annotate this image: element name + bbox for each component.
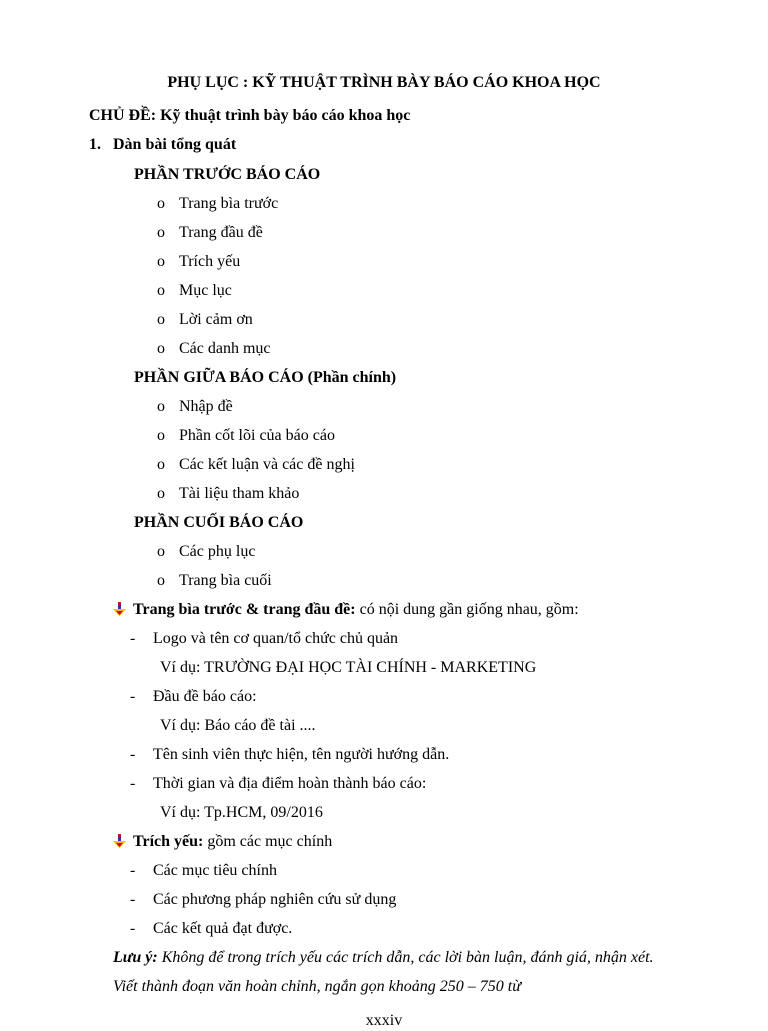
abstract-text: gồm các mục chính <box>207 833 333 850</box>
list-bullet: o <box>157 572 165 589</box>
note-label: Lưu ý: <box>113 949 158 966</box>
list-bullet: o <box>157 427 165 444</box>
note-line-2: Viết thành đoạn văn hoàn chỉnh, ngắn gọn khoảng 250 – 750 từ <box>113 978 521 995</box>
arrow-down-icon <box>113 834 126 848</box>
cover-label: Trang bìa trước & trang đầu đề: <box>133 601 356 618</box>
list-item: Các kết quả đạt được. <box>153 920 293 937</box>
list-item: Đầu đề báo cáo: <box>153 688 257 705</box>
topic-text: Kỹ thuật trình bày báo cáo khoa học <box>160 107 411 124</box>
dash-bullet: - <box>130 862 136 879</box>
example-text: Ví dụ: Tp.HCM, 09/2016 <box>160 804 323 821</box>
list-item: Tên sinh viên thực hiện, tên người hướng dẫn. <box>153 746 450 763</box>
list-item: Trang đầu đề <box>179 224 263 241</box>
list-item: Phần cốt lõi của báo cáo <box>179 427 335 444</box>
section-heading-back: PHẦN CUỐI BÁO CÁO <box>134 514 304 531</box>
list-bullet: o <box>157 224 165 241</box>
dash-bullet: - <box>130 920 136 937</box>
arrow-down-icon <box>113 602 126 616</box>
list-item: Các phương pháp nghiên cứu sử dụng <box>153 891 397 908</box>
list-item: Trang bìa cuối <box>179 572 272 589</box>
note-line-1 <box>113 948 654 968</box>
list-bullet: o <box>157 340 165 357</box>
list-bullet: o <box>157 253 165 270</box>
dash-bullet: - <box>130 746 136 763</box>
note-text-1: Không để trong trích yếu các trích dẫn, các lời bàn luận, đánh giá, nhận xét. <box>161 949 654 966</box>
list-item: Nhập đề <box>179 398 233 415</box>
cover-text: có nội dung gần giống nhau, gồm: <box>359 601 579 618</box>
example-text: Ví dụ: Báo cáo đề tài .... <box>160 717 316 734</box>
abstract-label: Trích yếu: <box>133 833 204 850</box>
list-item: Lời cảm ơn <box>179 311 253 328</box>
example-text: Ví dụ: TRƯỜNG ĐẠI HỌC TÀI CHÍNH - MARKETING <box>160 659 537 676</box>
dash-bullet: - <box>130 775 136 792</box>
cover-heading-line <box>113 600 579 620</box>
dash-bullet: - <box>130 688 136 705</box>
page-number: xxxiv <box>365 1012 403 1029</box>
list-bullet: o <box>157 311 165 328</box>
list-item: Mục lục <box>179 282 232 299</box>
list-item: Các phụ lục <box>179 543 256 560</box>
list-item: Các kết luận và các đề nghị <box>179 456 355 473</box>
section-heading-front: PHẦN TRƯỚC BÁO CÁO <box>134 166 321 183</box>
list-bullet: o <box>157 398 165 415</box>
list-bullet: o <box>157 195 165 212</box>
list-item: Các danh mục <box>179 340 271 357</box>
list-item: Thời gian và địa điểm hoàn thành báo cáo: <box>153 775 427 792</box>
topic-line <box>89 106 410 126</box>
section-heading-main: PHẦN GIỮA BÁO CÁO (Phần chính) <box>134 369 397 386</box>
list-item: Trích yếu <box>179 253 241 270</box>
list-bullet: o <box>157 543 165 560</box>
topic-label: CHỦ ĐỀ: <box>89 107 157 124</box>
dash-bullet: - <box>130 891 136 908</box>
dash-bullet: - <box>130 630 136 647</box>
list-item: Trang bìa trước <box>179 195 279 212</box>
list-item: Logo và tên cơ quan/tổ chức chủ quản <box>153 630 399 647</box>
outline-heading: Dàn bài tổng quát <box>113 136 237 153</box>
page-title: PHỤ LỤC : KỸ THUẬT TRÌNH BÀY BÁO CÁO KHOA HỌC <box>167 74 601 91</box>
list-bullet: o <box>157 485 165 502</box>
list-item: Các mục tiêu chính <box>153 862 277 879</box>
list-bullet: o <box>157 456 165 473</box>
section-number: 1. <box>89 136 101 153</box>
list-item: Tài liệu tham khảo <box>179 485 300 502</box>
abstract-heading-line <box>113 832 332 852</box>
list-bullet: o <box>157 282 165 299</box>
